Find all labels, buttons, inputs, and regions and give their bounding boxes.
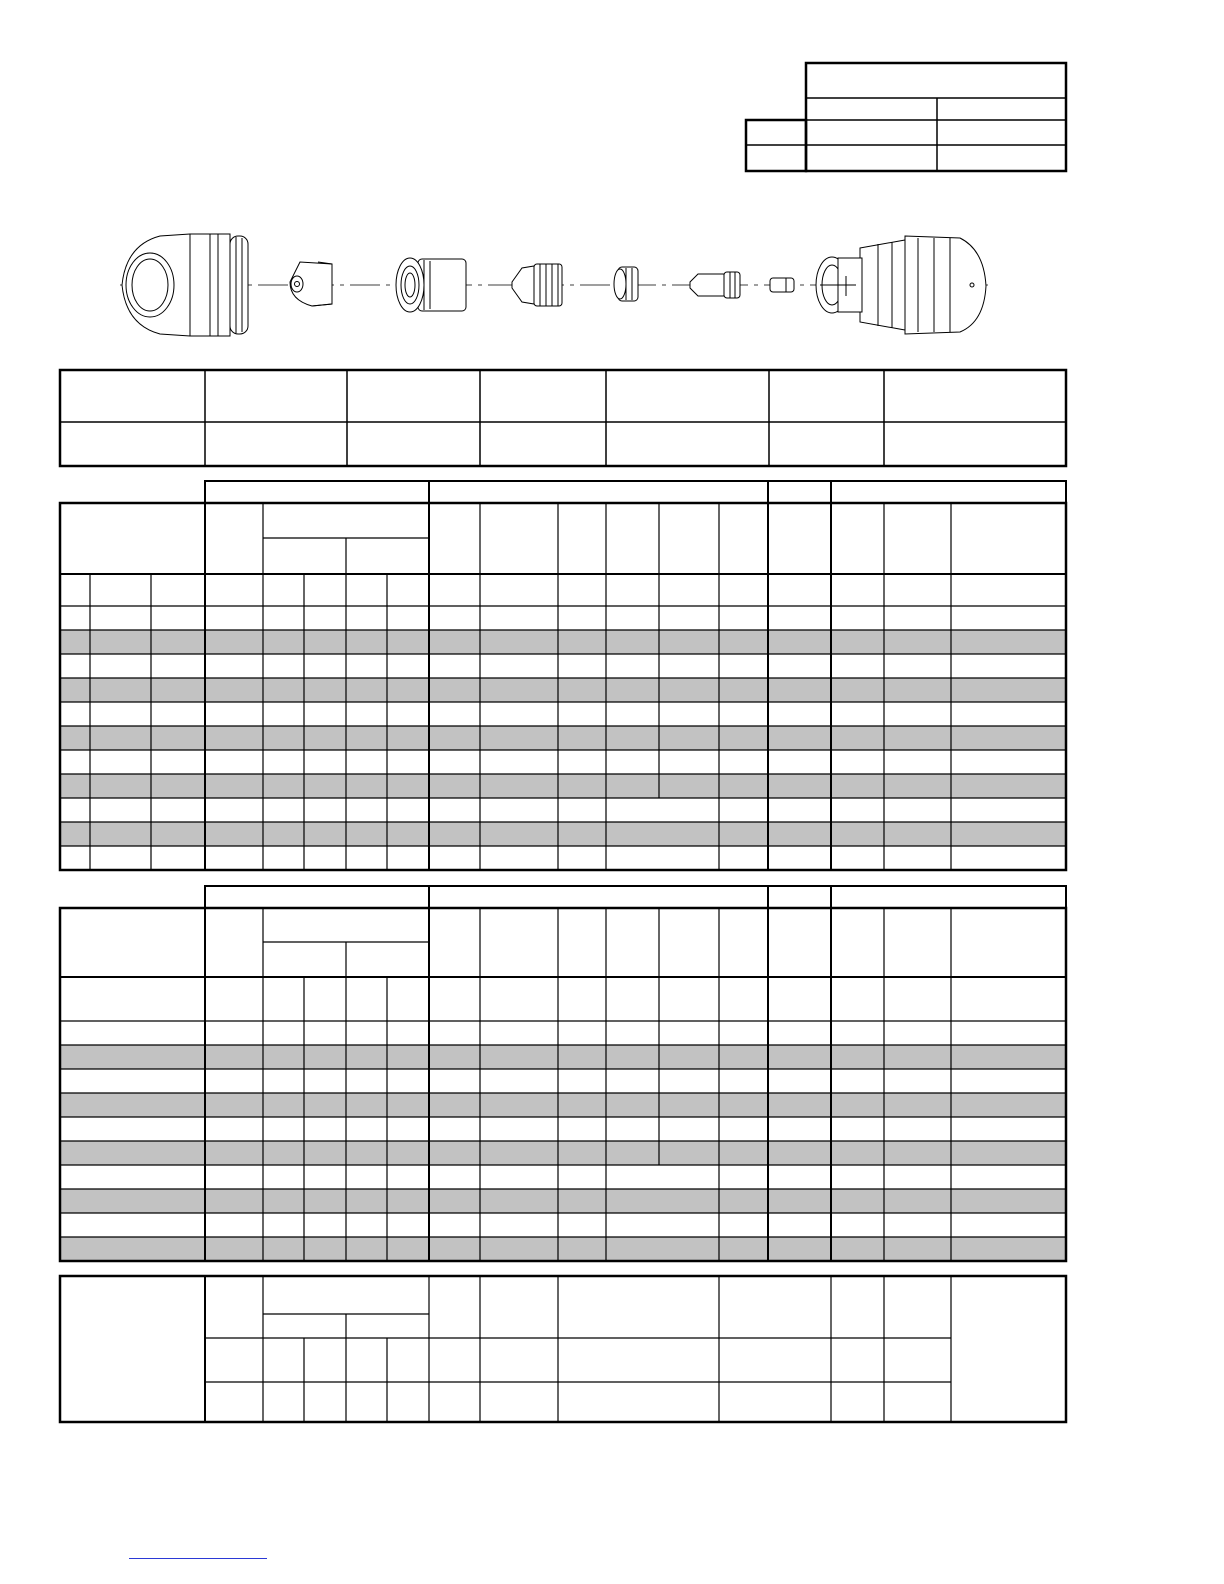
water-tube-icon: [770, 278, 794, 292]
table-row: [60, 1237, 1066, 1261]
table-row: [60, 678, 1066, 702]
header-table: [746, 63, 1066, 171]
table-border: [205, 886, 1066, 908]
table-row: [60, 774, 1066, 798]
table-row: [60, 630, 1066, 654]
torch-body-icon: [816, 236, 986, 334]
table-row: [60, 1141, 1066, 1165]
retaining-cap-icon: [396, 258, 466, 312]
cut-chart-table-1: [60, 481, 1066, 870]
cut-chart-table-2: [60, 886, 1066, 1261]
table-row: [60, 1189, 1066, 1213]
table-row: [60, 822, 1066, 846]
table-border: [205, 481, 1066, 503]
torch-exploded-view: [120, 234, 990, 336]
table-row: [60, 726, 1066, 750]
swirl-ring-icon: [614, 267, 638, 301]
shield-icon: [122, 234, 248, 336]
hyperlink-underline[interactable]: [129, 1558, 267, 1559]
parts-table: [60, 370, 1066, 466]
table-row: [60, 1045, 1066, 1069]
nozzle-icon: [512, 264, 562, 306]
process-summary-table: [60, 1276, 1066, 1422]
electrode-icon: [690, 272, 740, 298]
table-border: [60, 1276, 1066, 1422]
nozzle-shield-icon: [290, 262, 332, 306]
table-row: [60, 1093, 1066, 1117]
